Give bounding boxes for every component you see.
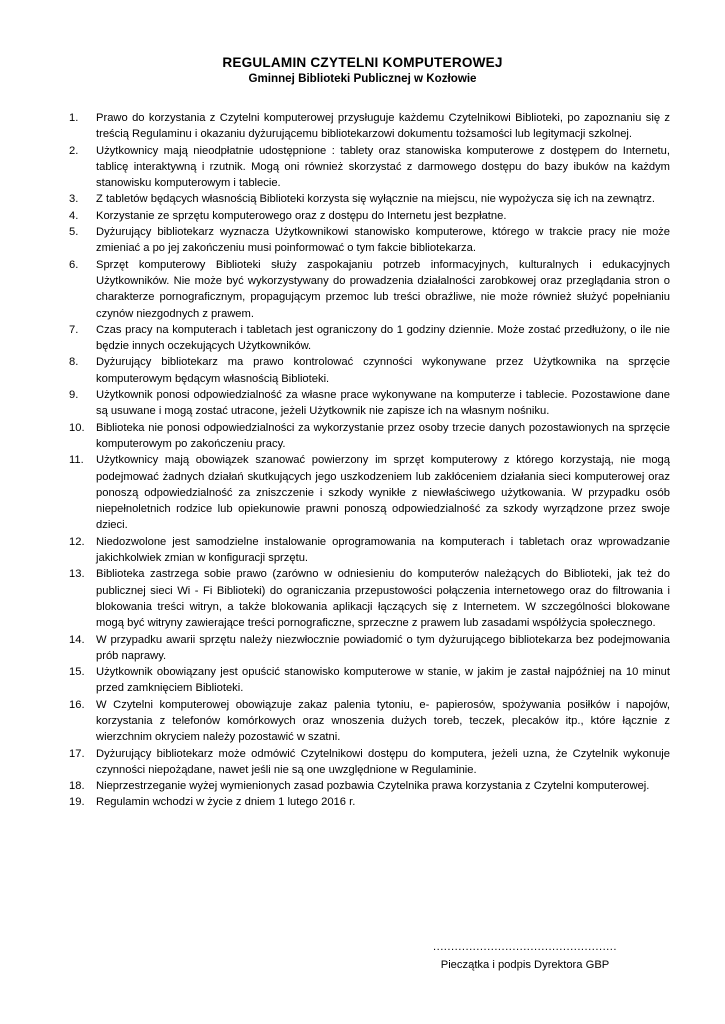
rule-item bbox=[60, 566, 670, 631]
document-subtitle: Gminnej Biblioteki Publicznej w Kozłowie bbox=[248, 72, 477, 85]
rule-text: Użytkownicy mają nieodpłatnie udostępnione : tablety oraz stanowiska komputerowe z dostępem do Internetu, tablicę interaktywną i rzutnik. Mogą oni również skorzystać z darmowego dostępu do bazy ibuków na każdym stanowisku komputerowym i tablecie. bbox=[96, 144, 670, 190]
rule-item bbox=[60, 387, 670, 420]
rule-text: Korzystanie ze sprzętu komputerowego oraz z dostępu do Internetu jest bezpłatne. bbox=[96, 209, 507, 222]
rule-item bbox=[60, 746, 670, 779]
rule-number: 1. bbox=[69, 112, 79, 124]
rule-number: 13. bbox=[69, 568, 85, 581]
rule-item bbox=[60, 208, 670, 224]
rule-text: Regulamin wchodzi w życie z dniem 1 lutego 2016 r. bbox=[96, 796, 356, 809]
rule-text: Dyżurujący bibliotekarz ma prawo kontrolować czynności wykonywane przez Użytkownika na sprzęcie komputerowym będącym własnością Biblioteki. bbox=[96, 356, 670, 385]
rule-text: Prawo do korzystania z Czytelni komputerowej przysługuje każdemu Czytelnikowi Biblioteki, po zapoznaniu się z treścią Regulaminu i okazaniu dyżurującemu bibliotekarzowi dokumentu tożsamości lub legitymacji szkolnej. bbox=[96, 112, 670, 141]
rule-number: 14. bbox=[69, 633, 85, 646]
rule-item bbox=[60, 191, 670, 207]
rule-item bbox=[60, 794, 670, 810]
rule-number: 9. bbox=[69, 389, 79, 402]
rule-number: 3. bbox=[69, 193, 79, 206]
rule-text: Czas pracy na komputerach i tabletach jest ograniczony do 1 godziny dziennie. Może zostać przedłużony, o ile nie będzie innych oczekujących Użytkowników. bbox=[96, 323, 670, 353]
rule-number: 10. bbox=[69, 421, 85, 434]
rule-text: Biblioteka zastrzega sobie prawo (zarówno w odniesieniu do komputerów należących do Biblioteki, jak też do publicznej sieci Wi - Fi Biblioteki) do ograniczania przepustowości połączenia internetowego oraz do filtrowania i blokowania treści witryn, a także blokowania aplikacji łączących się z Internetem. W szczególności blokowane mogą być witryny zawierające treści pornograficzne, sprzeczne z prawem lub zasadami współżycia społecznego. bbox=[96, 568, 670, 630]
rule-text: Dyżurujący bibliotekarz może odmówić Czytelnikowi dostępu do komputera, jeżeli uzna, że Czytelnik wykonuje czynności niepożądane, nawet jeśli nie są one uwzględnione w Regulaminie. bbox=[96, 747, 670, 776]
rule-number: 17. bbox=[69, 747, 85, 760]
rule-number: 19. bbox=[69, 796, 85, 809]
signature-label: Pieczątka i podpis Dyrektora GBP bbox=[440, 959, 610, 971]
rule-text: Z tabletów będących własnością Biblioteki korzysta się wyłącznie na miejscu, nie wypożycza się ich na zewnątrz. bbox=[96, 193, 655, 206]
rule-number: 5. bbox=[69, 226, 79, 239]
signature-block bbox=[420, 941, 630, 971]
rule-text: W przypadku awarii sprzętu należy niezwłocznie powiadomić o tym dyżurującego bibliotekarza bez podejmowania prób naprawy. bbox=[96, 633, 670, 662]
rule-number: 12. bbox=[69, 535, 85, 548]
rules-list bbox=[60, 110, 670, 811]
rule-item bbox=[60, 143, 670, 192]
rule-text: Użytkownik obowiązany jest opuścić stanowisko komputerowe w stanie, w jakim je zastał najpóźniej na 10 minut przed zamknięciem Biblioteki. bbox=[96, 666, 670, 695]
rule-item bbox=[60, 452, 670, 533]
rule-text: Sprzęt komputerowy Biblioteki służy zaspokajaniu potrzeb informacyjnych, kulturalnych i edukacyjnych Użytkowników. Nie może być wykorzystywany do prowadzenia działalności zarobkowej oraz przeglądania stron o charakterze pornograficznym, propagującym przemoc lub treści obraźliwe, nie może również służyć popełnianiu czynów niezgodnych z prawem. bbox=[96, 258, 670, 320]
rule-item bbox=[60, 322, 670, 355]
rule-text: Niedozwolone jest samodzielne instalowanie oprogramowania na komputerach i tabletach oraz wprowadzanie jakichkolwiek zmian w konfiguracji sprzętu. bbox=[96, 535, 670, 565]
rule-number: 11. bbox=[69, 454, 84, 467]
rule-item bbox=[60, 354, 670, 387]
rule-number: 7. bbox=[69, 323, 79, 336]
rule-number: 18. bbox=[69, 780, 85, 793]
rule-item bbox=[60, 534, 670, 567]
rule-number: 2. bbox=[69, 144, 79, 157]
rule-item bbox=[60, 224, 670, 257]
rule-item bbox=[60, 632, 670, 665]
rule-text: Biblioteka nie ponosi odpowiedzialności za wykorzystanie przez osoby trzecie danych pozostawionych na sprzęcie komputerowym po zakończeniu pracy. bbox=[96, 421, 670, 450]
rule-number: 6. bbox=[69, 258, 79, 271]
document-title: REGULAMIN CZYTELNI KOMPUTEROWEJ bbox=[222, 55, 503, 70]
rule-text: Dyżurujący bibliotekarz wyznacza Użytkownikowi stanowisko komputerowe, którego w trakcie pracy nie może zmieniać a po jej zakończeniu musi poinformować o tym fakcie bibliotekarza. bbox=[96, 226, 670, 255]
rule-number: 16. bbox=[69, 698, 85, 711]
rule-text: Użytkownik ponosi odpowiedzialność za własne prace wykonywane na komputerze i tablecie. Pozostawione dane są usuwane i mogą zostać utracone, jeżeli Użytkownik nie zapisze ich na własnym nośniku. bbox=[96, 389, 670, 418]
rule-text: Użytkownicy mają obowiązek szanować powierzony im sprzęt komputerowy z którego korzystają, nie mogą podejmować żadnych działań skutkujących jego uszkodzeniem lub zakłóceniem działania sieci komputerowej oraz ponoszą odpowiedzialność za zniszczenie i szkody wynikłe z niewłaściwego użytkowania. W przypadku osób niepełnoletnich rodzice lub opiekunowie prawni ponoszą odpowiedzialność za szkody wyrządzone przez swoje dzieci. bbox=[96, 454, 670, 532]
rule-item bbox=[60, 664, 670, 697]
rule-item bbox=[60, 257, 670, 322]
rule-text: Nieprzestrzeganie wyżej wymienionych zasad pozbawia Czytelnika prawa korzystania z Czytelni komputerowej. bbox=[96, 780, 650, 793]
rule-number: 15. bbox=[69, 666, 85, 679]
rule-item bbox=[60, 778, 670, 794]
rule-number: 4. bbox=[69, 209, 79, 222]
rule-item bbox=[60, 420, 670, 453]
rule-item bbox=[60, 110, 670, 143]
rule-number: 8. bbox=[69, 356, 79, 369]
rule-item bbox=[60, 697, 670, 746]
rule-text: W Czytelni komputerowej obowiązuje zakaz palenia tytoniu, e- papierosów, spożywania posiłków i napojów, korzystania z telefonów komórkowych oraz wnoszenia dużych toreb, teczek, plecaków itp., które łącznie z wierzchnim okryciem należy pozostawić w szatni. bbox=[96, 698, 670, 744]
signature-line: ................................................... bbox=[432, 941, 618, 953]
